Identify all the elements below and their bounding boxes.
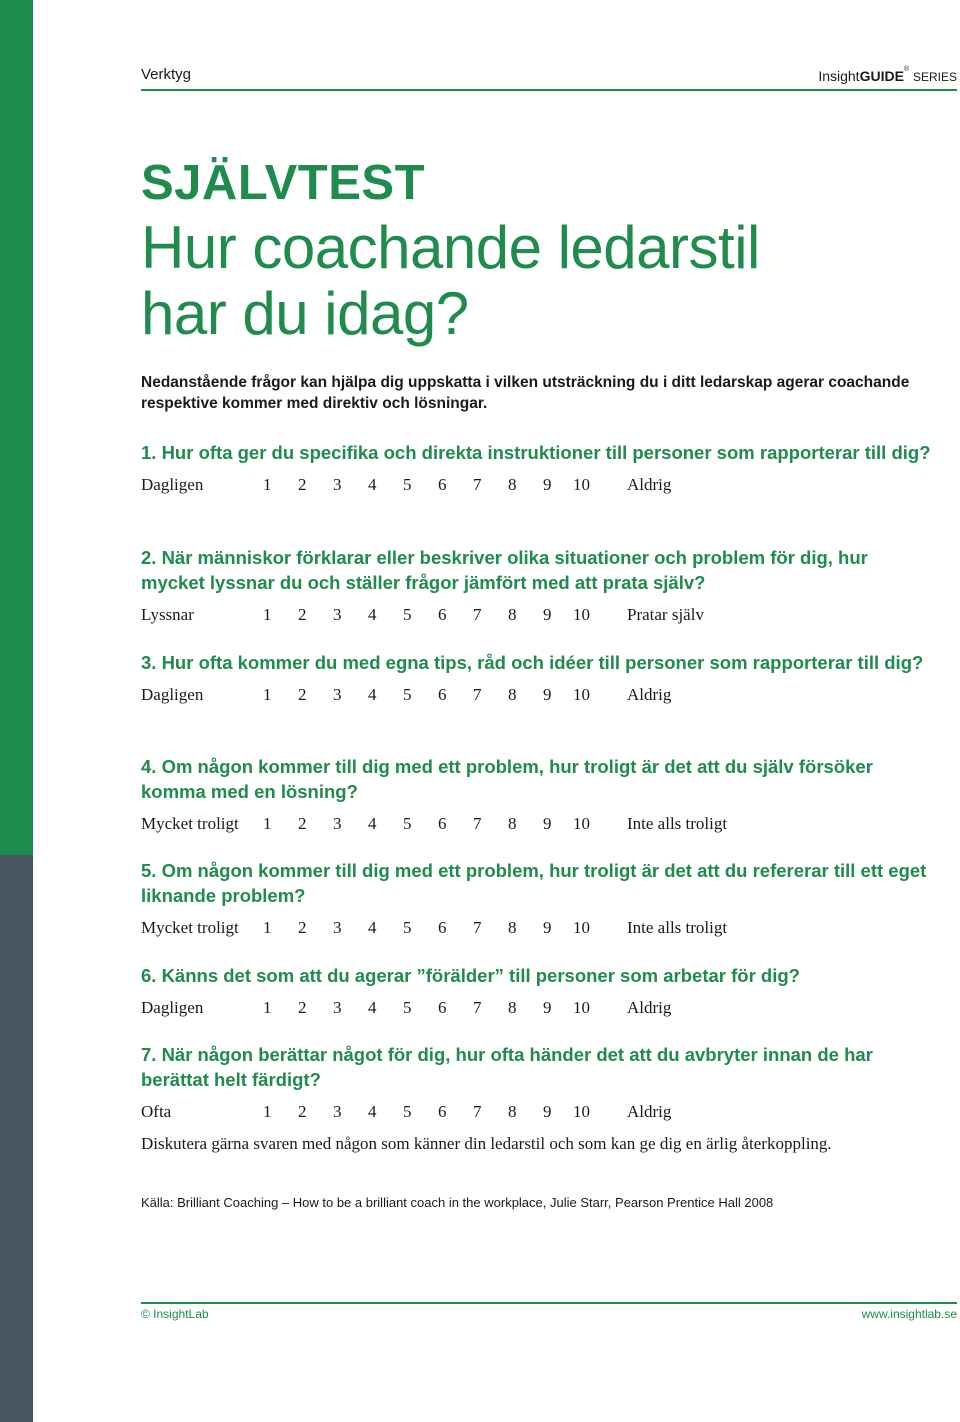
scale-option-1[interactable]: 1 bbox=[263, 1102, 272, 1121]
question-1 bbox=[141, 440, 931, 497]
scale-right-label: Pratar själv bbox=[627, 605, 704, 624]
scale-option-5[interactable]: 5 bbox=[403, 814, 412, 833]
question-text: 7. När någon berättar något för dig, hur ofta händer det att du avbryter innan de har berättat helt färdigt? bbox=[141, 1044, 873, 1090]
rating-scale bbox=[141, 998, 931, 1020]
rating-scale bbox=[141, 814, 931, 836]
logo-registered: ® bbox=[903, 66, 910, 73]
scale-option-10[interactable]: 10 bbox=[573, 1102, 590, 1121]
logo-series: SERIES bbox=[912, 70, 957, 84]
scale-option-7[interactable]: 7 bbox=[473, 1102, 482, 1121]
source-citation: Källa: Brilliant Coaching – How to be a brilliant coach in the workplace, Julie Starr, Pearson Prentice Hall 2008 bbox=[141, 1195, 774, 1210]
scale-option-6[interactable]: 6 bbox=[438, 475, 447, 494]
scale-option-1[interactable]: 1 bbox=[263, 998, 272, 1017]
scale-option-2[interactable]: 2 bbox=[298, 475, 307, 494]
footer-website[interactable]: www.insightlab.se bbox=[861, 1307, 957, 1321]
scale-option-10[interactable]: 10 bbox=[573, 475, 590, 494]
scale-right-label: Inte alls troligt bbox=[627, 918, 728, 937]
scale-option-4[interactable]: 4 bbox=[368, 685, 377, 704]
scale-left-label: Dagligen bbox=[141, 475, 204, 494]
scale-option-5[interactable]: 5 bbox=[403, 475, 412, 494]
intro-text: Nedanstående frågor kan hjälpa dig uppskatta i vilken utsträckning du i ditt ledarskap agerar coachande respektive kommer med direktiv och lösningar. bbox=[141, 374, 910, 412]
scale-left-label: Lyssnar bbox=[141, 605, 194, 624]
question-7 bbox=[141, 1042, 931, 1124]
question-text: 2. När människor förklarar eller beskriver olika situationer och problem för dig, hur mycket lyssnar du och ställer frågor jämfört med att prata själv? bbox=[141, 547, 868, 593]
scale-option-5[interactable]: 5 bbox=[403, 1102, 412, 1121]
scale-option-8[interactable]: 8 bbox=[508, 1102, 517, 1121]
scale-option-10[interactable]: 10 bbox=[573, 605, 590, 624]
question-text: 5. Om någon kommer till dig med ett problem, hur troligt är det att du refererar till ett eget liknande problem? bbox=[141, 860, 927, 906]
scale-option-9[interactable]: 9 bbox=[543, 475, 552, 494]
scale-left-label: Mycket troligt bbox=[141, 918, 239, 937]
scale-option-6[interactable]: 6 bbox=[438, 1102, 447, 1121]
question-text: 6. Känns det som att du agerar ”förälder” till personer som arbetar för dig? bbox=[141, 965, 800, 986]
scale-option-7[interactable]: 7 bbox=[473, 605, 482, 624]
logo-guide: GUIDE bbox=[859, 68, 904, 84]
scale-option-8[interactable]: 8 bbox=[508, 998, 517, 1017]
scale-option-7[interactable]: 7 bbox=[473, 998, 482, 1017]
scale-option-7[interactable]: 7 bbox=[473, 475, 482, 494]
scale-option-2[interactable]: 2 bbox=[298, 918, 307, 937]
subtitle-line-2: har du idag? bbox=[141, 280, 469, 347]
rating-scale bbox=[141, 685, 931, 707]
scale-option-4[interactable]: 4 bbox=[368, 605, 377, 624]
footer-rule bbox=[141, 1302, 957, 1304]
scale-option-10[interactable]: 10 bbox=[573, 918, 590, 937]
rating-scale bbox=[141, 605, 931, 627]
scale-option-2[interactable]: 2 bbox=[298, 1102, 307, 1121]
scale-option-2[interactable]: 2 bbox=[298, 814, 307, 833]
scale-right-label: Aldrig bbox=[627, 475, 672, 494]
scale-option-1[interactable]: 1 bbox=[263, 918, 272, 937]
series-logo bbox=[818, 68, 957, 84]
scale-option-3[interactable]: 3 bbox=[333, 1102, 342, 1121]
scale-option-9[interactable]: 9 bbox=[543, 998, 552, 1017]
scale-option-5[interactable]: 5 bbox=[403, 685, 412, 704]
page-title: SJÄLVTEST bbox=[141, 156, 426, 210]
scale-option-6[interactable]: 6 bbox=[438, 605, 447, 624]
scale-option-1[interactable]: 1 bbox=[263, 605, 272, 624]
scale-option-3[interactable]: 3 bbox=[333, 918, 342, 937]
scale-option-10[interactable]: 10 bbox=[573, 998, 590, 1017]
discussion-text: Diskutera gärna svaren med någon som känner din ledarstil och som kan ge dig en ärlig återkoppling. bbox=[141, 1134, 832, 1153]
scale-option-5[interactable]: 5 bbox=[403, 605, 412, 624]
scale-option-8[interactable]: 8 bbox=[508, 685, 517, 704]
question-6 bbox=[141, 963, 931, 1020]
scale-option-9[interactable]: 9 bbox=[543, 605, 552, 624]
scale-option-1[interactable]: 1 bbox=[263, 685, 272, 704]
scale-option-3[interactable]: 3 bbox=[333, 998, 342, 1017]
scale-option-4[interactable]: 4 bbox=[368, 475, 377, 494]
scale-option-3[interactable]: 3 bbox=[333, 475, 342, 494]
scale-option-4[interactable]: 4 bbox=[368, 998, 377, 1017]
page-header bbox=[141, 64, 957, 88]
scale-left-label: Dagligen bbox=[141, 998, 204, 1017]
scale-option-8[interactable]: 8 bbox=[508, 814, 517, 833]
scale-option-4[interactable]: 4 bbox=[368, 918, 377, 937]
scale-option-6[interactable]: 6 bbox=[438, 998, 447, 1017]
scale-option-8[interactable]: 8 bbox=[508, 605, 517, 624]
scale-option-10[interactable]: 10 bbox=[573, 685, 590, 704]
scale-option-8[interactable]: 8 bbox=[508, 918, 517, 937]
scale-option-6[interactable]: 6 bbox=[438, 814, 447, 833]
scale-option-3[interactable]: 3 bbox=[333, 814, 342, 833]
logo-insight: Insight bbox=[818, 68, 860, 84]
scale-option-9[interactable]: 9 bbox=[543, 685, 552, 704]
question-5 bbox=[141, 858, 931, 940]
scale-option-8[interactable]: 8 bbox=[508, 475, 517, 494]
question-text: 1. Hur ofta ger du specifika och direkta instruktioner till personer som rapporterar till dig? bbox=[141, 442, 931, 463]
section-label: Verktyg bbox=[141, 66, 192, 83]
subtitle-line-1: Hur coachande ledarstil bbox=[141, 214, 760, 281]
scale-option-7[interactable]: 7 bbox=[473, 918, 482, 937]
question-text: 3. Hur ofta kommer du med egna tips, råd och idéer till personer som rapporterar till dig? bbox=[141, 652, 924, 673]
scale-option-5[interactable]: 5 bbox=[403, 998, 412, 1017]
scale-left-label: Mycket troligt bbox=[141, 814, 239, 833]
question-4 bbox=[141, 754, 931, 836]
scale-left-label: Dagligen bbox=[141, 685, 204, 704]
scale-option-5[interactable]: 5 bbox=[403, 918, 412, 937]
scale-option-9[interactable]: 9 bbox=[543, 1102, 552, 1121]
question-3 bbox=[141, 650, 931, 707]
question-2 bbox=[141, 545, 931, 627]
side-bar-green bbox=[0, 0, 33, 855]
scale-option-1[interactable]: 1 bbox=[263, 475, 272, 494]
scale-option-1[interactable]: 1 bbox=[263, 814, 272, 833]
scale-right-label: Inte alls troligt bbox=[627, 814, 728, 833]
scale-option-6[interactable]: 6 bbox=[438, 685, 447, 704]
scale-right-label: Aldrig bbox=[627, 685, 672, 704]
question-text: 4. Om någon kommer till dig med ett problem, hur troligt är det att du själv försöker komma med en lösning? bbox=[141, 756, 873, 802]
scale-option-9[interactable]: 9 bbox=[543, 918, 552, 937]
scale-option-2[interactable]: 2 bbox=[298, 998, 307, 1017]
scale-option-3[interactable]: 3 bbox=[333, 605, 342, 624]
scale-option-2[interactable]: 2 bbox=[298, 605, 307, 624]
scale-option-4[interactable]: 4 bbox=[368, 814, 377, 833]
rating-scale bbox=[141, 475, 931, 497]
scale-right-label: Aldrig bbox=[627, 998, 672, 1017]
header-rule bbox=[141, 89, 957, 91]
scale-option-7[interactable]: 7 bbox=[473, 814, 482, 833]
side-bar-gray bbox=[0, 855, 33, 1422]
scale-option-3[interactable]: 3 bbox=[333, 685, 342, 704]
scale-option-2[interactable]: 2 bbox=[298, 685, 307, 704]
footer-copyright: © InsightLab bbox=[141, 1307, 209, 1321]
title-block bbox=[141, 155, 941, 347]
rating-scale bbox=[141, 1102, 931, 1124]
rating-scale bbox=[141, 918, 931, 940]
scale-option-10[interactable]: 10 bbox=[573, 814, 590, 833]
scale-right-label: Aldrig bbox=[627, 1102, 672, 1121]
scale-option-6[interactable]: 6 bbox=[438, 918, 447, 937]
scale-left-label: Ofta bbox=[141, 1102, 172, 1121]
scale-option-7[interactable]: 7 bbox=[473, 685, 482, 704]
scale-option-9[interactable]: 9 bbox=[543, 814, 552, 833]
scale-option-4[interactable]: 4 bbox=[368, 1102, 377, 1121]
page-subtitle bbox=[141, 215, 941, 347]
